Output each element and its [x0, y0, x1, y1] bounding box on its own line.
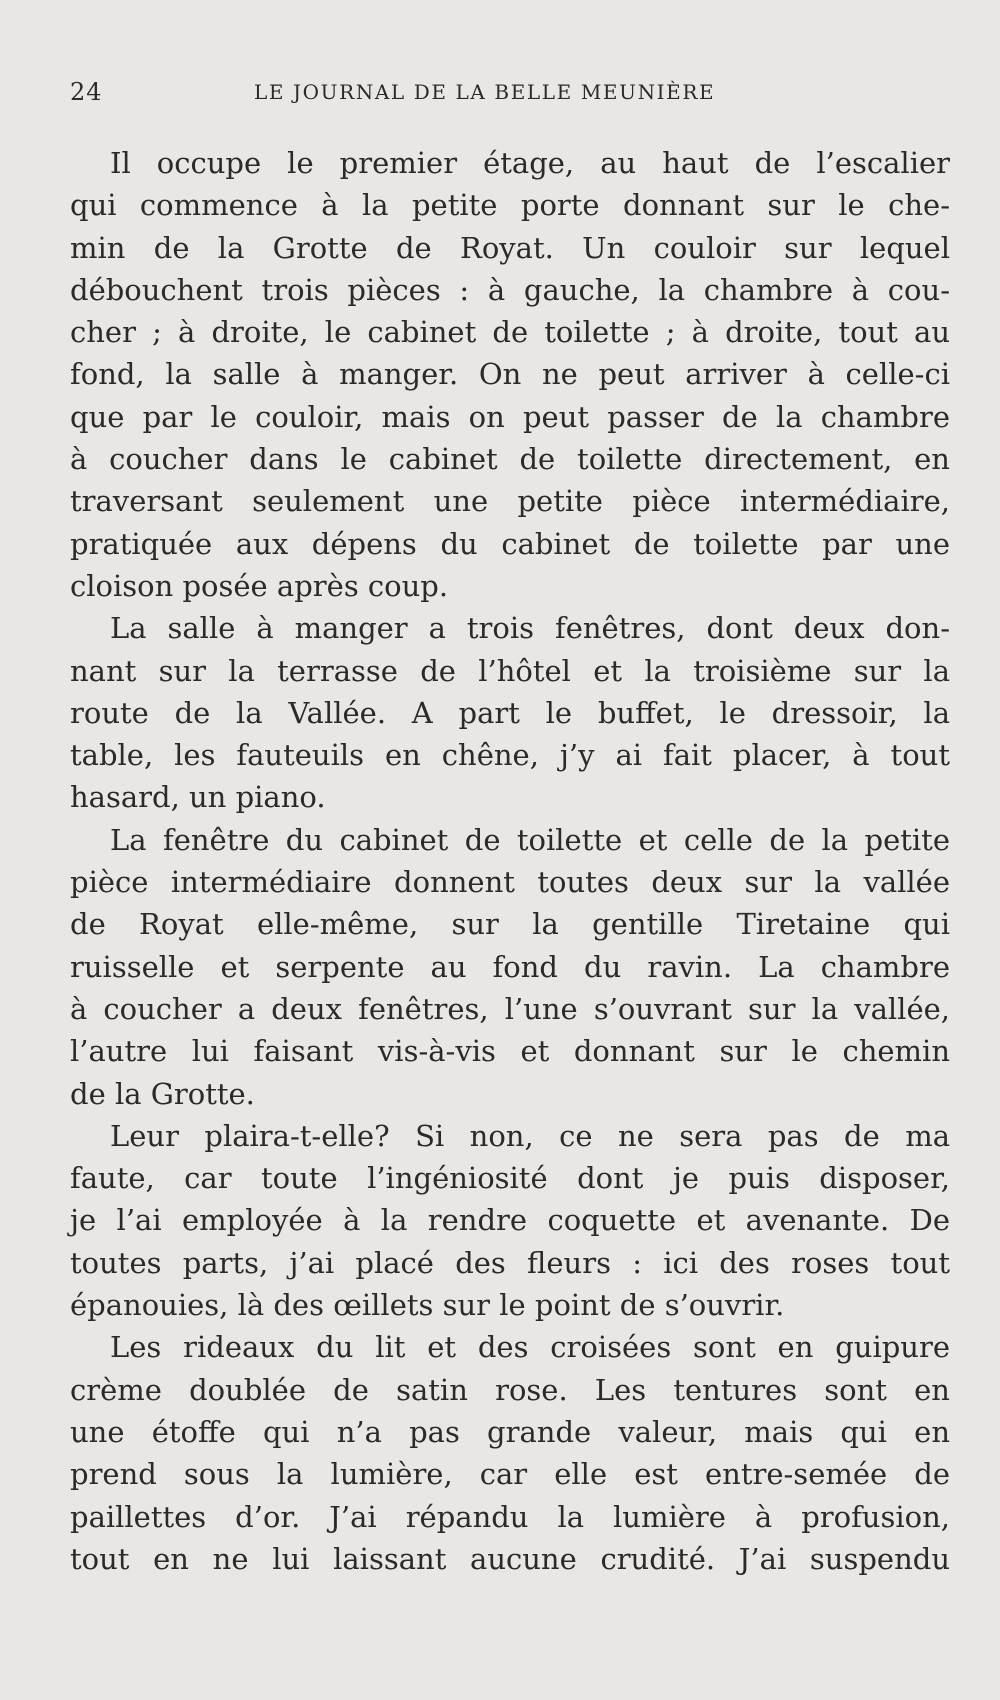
- text-line: prend sous la lumière, car elle est entre-semée de: [70, 1457, 950, 1492]
- text-line: débouchent trois pièces : à gauche, la chambre à cou-: [70, 272, 950, 307]
- text-line: La salle à manger a trois fenêtres, dont deux don-: [110, 611, 950, 646]
- text-line: table, les fauteuils en chêne, j’y ai fait placer, à tout: [70, 738, 950, 773]
- text-line: fond, la salle à manger. On ne peut arriver à celle-ci: [70, 357, 950, 392]
- text-line: hasard, un piano.: [70, 780, 326, 815]
- running-title: LE JOURNAL DE LA BELLE MEUNIÈRE: [254, 80, 716, 104]
- page-header: [70, 78, 940, 108]
- text-line: à coucher a deux fenêtres, l’une s’ouvrant sur la vallée,: [70, 991, 950, 1026]
- text-line: épanouies, là des œillets sur le point de s’ouvrir.: [70, 1288, 785, 1323]
- text-line: pièce intermédiaire donnent toutes deux sur la vallée: [70, 865, 950, 900]
- text-line: ruisselle et serpente au fond du ravin. La chambre: [70, 949, 950, 984]
- text-line: toutes parts, j’ai placé des fleurs : ici des roses tout: [70, 1245, 950, 1280]
- text-line: que par le couloir, mais on peut passer de la chambre: [70, 399, 950, 434]
- text-line: nant sur la terrasse de l’hôtel et la troisième sur la: [70, 653, 950, 688]
- paragraph: [70, 142, 950, 607]
- text-line: route de la Vallée. A part le buffet, le dressoir, la: [70, 695, 950, 730]
- text-line: crème doublée de satin rose. Les tentures sont en: [70, 1372, 950, 1407]
- body-text: [70, 142, 950, 1580]
- text-line: pratiquée aux dépens du cabinet de toilette par une: [70, 526, 950, 561]
- text-line: min de la Grotte de Royat. Un couloir sur lequel: [70, 230, 950, 265]
- page-number: 24: [70, 78, 103, 106]
- text-line: qui commence à la petite porte donnant sur le che-: [70, 188, 950, 223]
- text-line: Les rideaux du lit et des croisées sont en guipure: [110, 1330, 950, 1365]
- text-line: à coucher dans le cabinet de toilette directement, en: [70, 442, 950, 477]
- text-line: cher ; à droite, le cabinet de toilette ; à droite, tout au: [70, 315, 950, 350]
- text-line: l’autre lui faisant vis-à-vis et donnant sur le chemin: [70, 1034, 950, 1069]
- text-line: cloison posée après coup.: [70, 568, 449, 603]
- text-line: faute, car toute l’ingéniosité dont je puis disposer,: [70, 1161, 950, 1196]
- text-line: je l’ai employée à la rendre coquette et avenante. De: [70, 1203, 950, 1238]
- text-line: de Royat elle-même, sur la gentille Tiretaine qui: [70, 907, 950, 942]
- text-line: de la Grotte.: [70, 1076, 255, 1111]
- text-line: une étoffe qui n’a pas grande valeur, mais qui en: [70, 1414, 950, 1449]
- text-line: paillettes d’or. J’ai répandu la lumière à profusion,: [70, 1499, 950, 1534]
- text-line: tout en ne lui laissant aucune crudité. J’ai suspendu: [70, 1541, 950, 1576]
- text-line: Leur plaira-t-elle? Si non, ce ne sera pas de ma: [110, 1118, 950, 1153]
- text-line: La fenêtre du cabinet de toilette et celle de la petite: [110, 822, 950, 857]
- paragraph: [70, 1326, 950, 1580]
- paragraph: [70, 819, 950, 1115]
- text-line: Il occupe le premier étage, au haut de l’escalier: [110, 146, 950, 180]
- text-line: traversant seulement une petite pièce intermédiaire,: [70, 484, 950, 519]
- paragraph: [70, 1115, 950, 1326]
- paragraph: [70, 607, 950, 818]
